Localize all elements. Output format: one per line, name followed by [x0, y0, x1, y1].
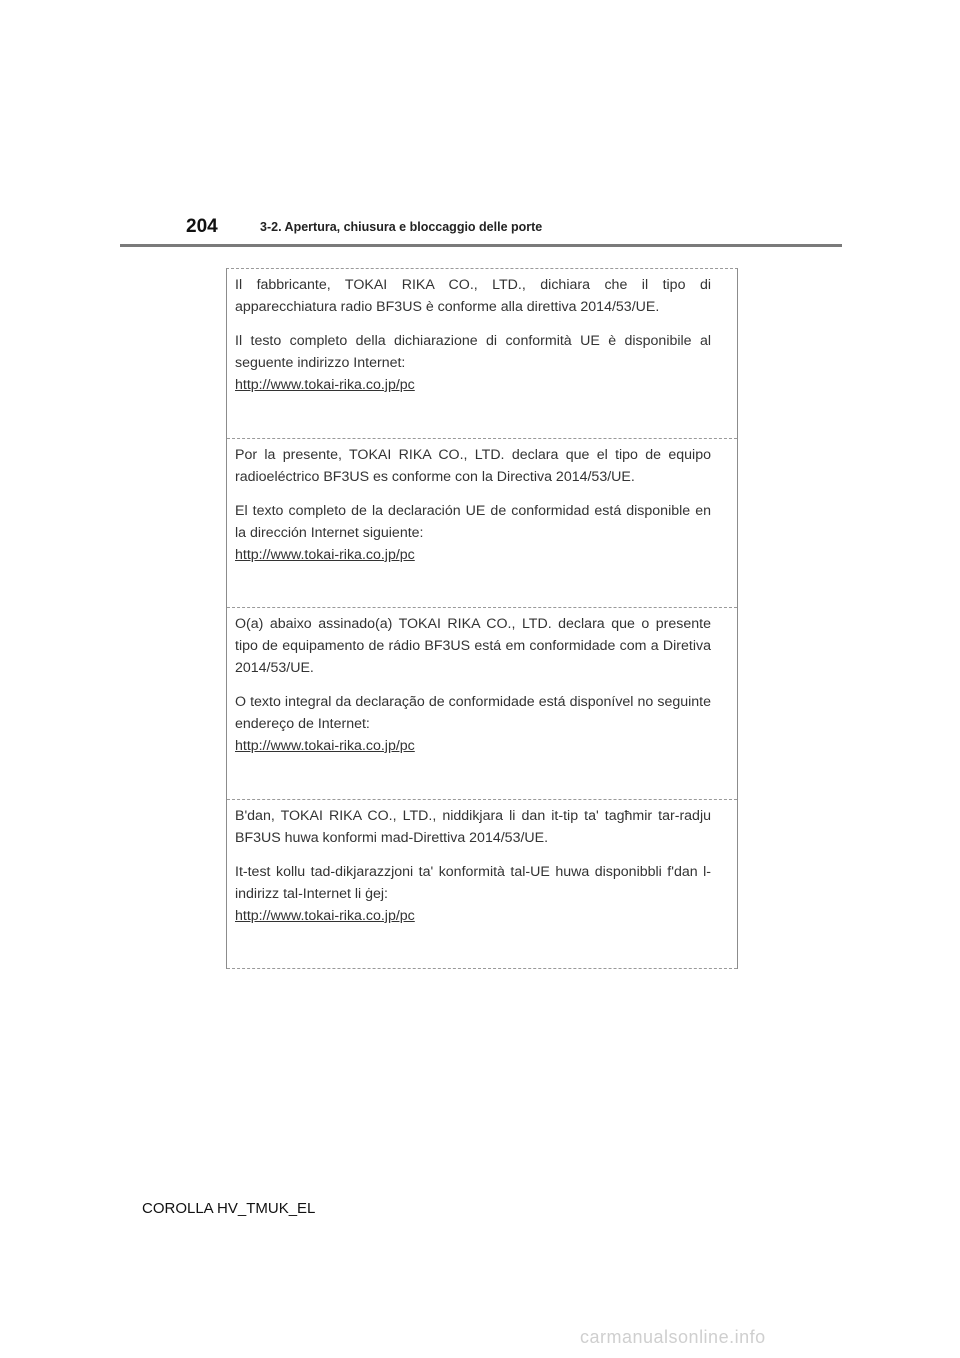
- declaration-statement: O(a) abaixo assinado(a) TOKAI RIKA CO., LTD. declara que o presente tipo de equipamento de rádio BF3US está em conformidade com a Diretiva 2014/53/UE.: [235, 616, 711, 676]
- declaration-maltese: [227, 800, 737, 969]
- declaration-availability: O texto integral da declaração de conformidade está disponível no seguinte endereço de Internet:: [235, 694, 711, 732]
- declaration-box: [226, 268, 738, 969]
- declaration-link[interactable]: http://www.tokai-rika.co.jp/pc: [235, 377, 415, 393]
- section-title: 3-2. Apertura, chiusura e bloccaggio delle porte: [260, 220, 543, 234]
- declaration-statement: B'dan, TOKAI RIKA CO., LTD., niddikjara li dan it-tip ta' tagħmir tar-radju BF3US huwa konformi mad-Direttiva 2014/53/UE.: [235, 808, 711, 846]
- declaration-portuguese: [227, 608, 737, 800]
- declaration-link[interactable]: http://www.tokai-rika.co.jp/pc: [235, 908, 415, 924]
- declaration-spanish: [227, 439, 737, 608]
- declaration-availability: El texto completo de la declaración UE de conformidad está disponible en la dirección Internet siguiente:: [235, 503, 711, 541]
- declaration-statement: Il fabbricante, TOKAI RIKA CO., LTD., dichiara che il tipo di apparecchiatura radio BF3US è conforme alla direttiva 2014/53/UE.: [235, 277, 711, 315]
- watermark: carmanualsonline.info: [580, 1327, 766, 1347]
- page-number: 204: [186, 216, 218, 237]
- declaration-statement: Por la presente, TOKAI RIKA CO., LTD. declara que el tipo de equipo radioeléctrico BF3US es conforme con la Directiva 2014/53/UE.: [235, 447, 711, 485]
- declaration-url-line: [235, 735, 711, 757]
- declaration-availability: It-test kollu tad-dikjarazzjoni ta' konformità tal-UE huwa disponibbli f'dan l-indirizz tal-Internet li ġej:: [235, 864, 711, 902]
- document-code: COROLLA HV_TMUK_EL: [142, 1200, 316, 1217]
- declaration-url-line: [235, 544, 711, 566]
- declaration-italian: [227, 269, 737, 439]
- declaration-url-line: [235, 374, 711, 396]
- declaration-link[interactable]: http://www.tokai-rika.co.jp/pc: [235, 547, 415, 563]
- declaration-availability: Il testo completo della dichiarazione di conformità UE è disponibile al seguente indirizzo Internet:: [235, 333, 711, 371]
- header-rule: [120, 244, 842, 247]
- declaration-link[interactable]: http://www.tokai-rika.co.jp/pc: [235, 738, 415, 754]
- declaration-url-line: [235, 905, 711, 927]
